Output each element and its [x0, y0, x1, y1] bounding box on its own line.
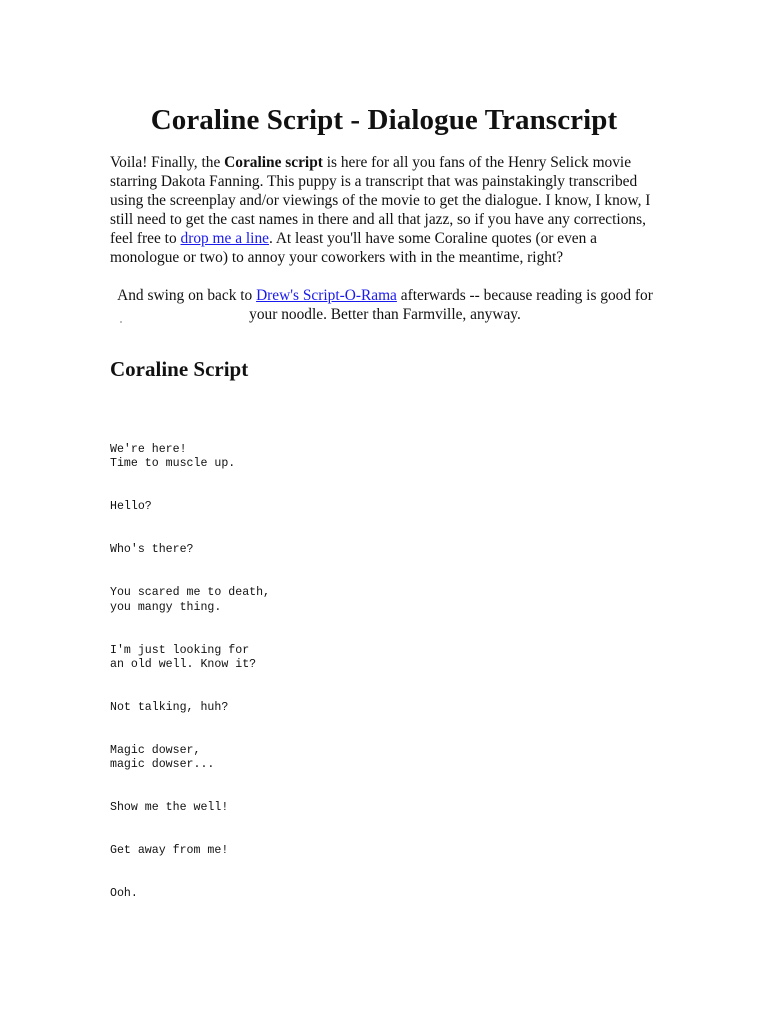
drop-me-a-line-link[interactable]: drop me a line: [180, 230, 269, 247]
swing-paragraph: [110, 286, 660, 324]
section-heading: Coraline Script: [110, 357, 249, 381]
intro-text-1: Voila! Finally, the: [110, 154, 225, 171]
dialogue-list: [110, 443, 270, 930]
dialogue-line: Show me the well!: [110, 801, 229, 815]
script-o-rama-link[interactable]: Drew's Script-O-Rama: [256, 287, 397, 304]
dialogue-line: Magic dowser, magic dowser...: [110, 743, 215, 772]
tiny-image-placeholder: [120, 321, 122, 323]
swing-text-1: And swing on back to: [117, 287, 257, 304]
intro-bold-text: Coraline script: [224, 154, 323, 171]
page-title: Coraline Script - Dialogue Transcript: [150, 104, 618, 136]
intro-text-2: is here for all you fans of the Henry Selick movie starring Dakota Fanning. This puppy is a transcript that was painstakingly transcribed using the screenplay and/or viewings of the movie to get the dialogue. I know, I know, I still need to get the cast names in there and all that jazz, so if you have any corrections, feel free to: [110, 154, 651, 247]
intro-text-3: . At least you'll have some Coraline quotes (or even a monologue or two) to annoy your coworkers with in the meantime, right?: [110, 230, 597, 266]
swing-text-2: afterwards -- because reading is good for your noodle. Better than Farmville, anyway.: [249, 287, 653, 323]
intro-paragraph: [110, 153, 660, 267]
dialogue-line: Get away from me!: [110, 844, 229, 858]
dialogue-line: I'm just looking for an old well. Know it?: [110, 643, 257, 671]
dialogue-line: We're here! Time to muscle up.: [110, 443, 236, 471]
dialogue-line: Ooh.: [110, 887, 138, 901]
dialogue-line: Not talking, huh?: [110, 700, 229, 714]
dialogue-line: You scared me to death, you mangy thing.: [110, 586, 271, 614]
dialogue-line: Hello?: [110, 500, 152, 514]
dialogue-line: Who's there?: [110, 543, 194, 557]
